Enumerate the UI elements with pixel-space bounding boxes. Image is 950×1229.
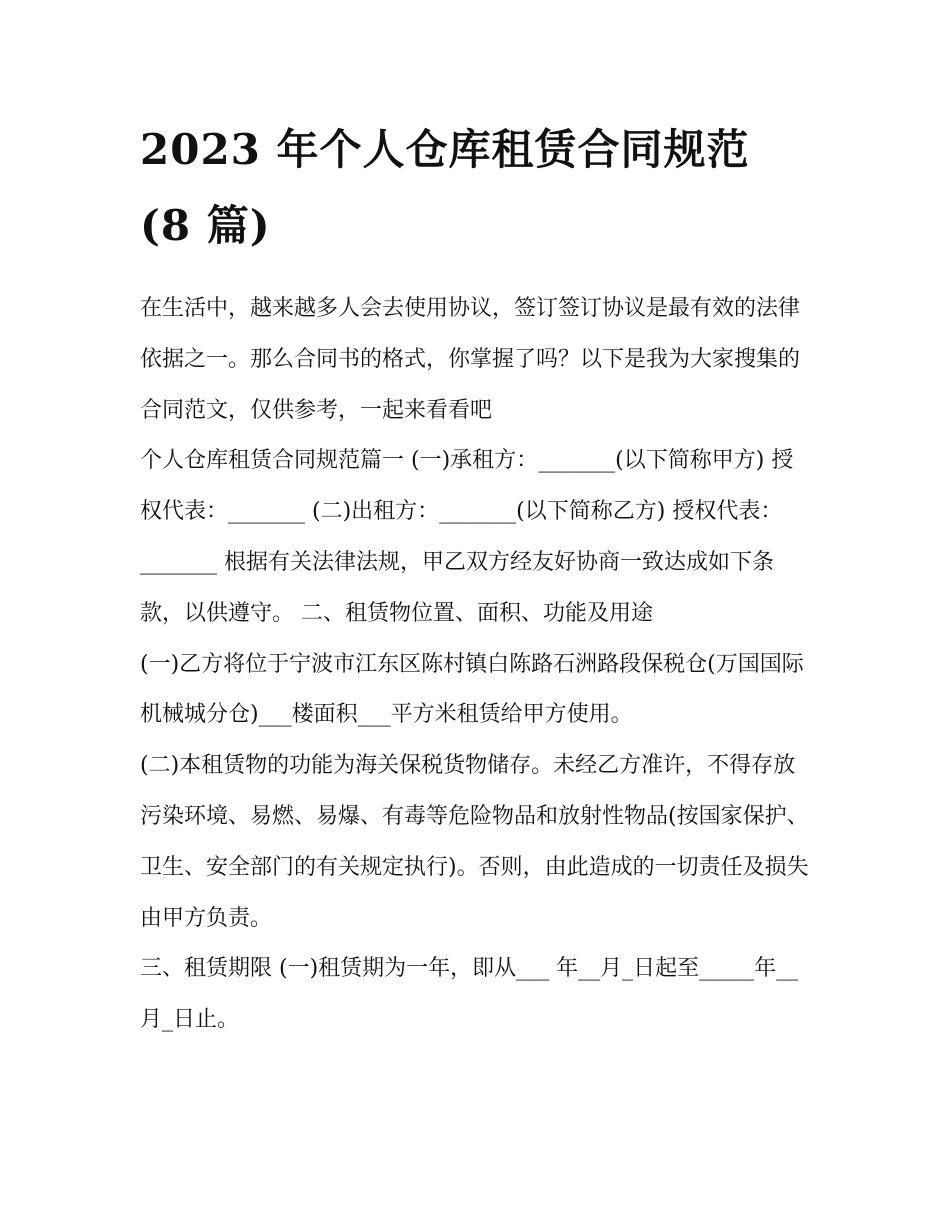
document-body: [140, 284, 812, 1046]
title-line-2: (8 篇): [140, 201, 271, 250]
lease-location-paragraph: (一)乙方将位于宁波市江东区陈村镇白陈路石洲路段保税仓(万国国际机械城分仓)___楼面积___平方米租赁给甲方使用。: [140, 651, 804, 728]
contract-parties-paragraph: 个人仓库租赁合同规范篇一 (一)承租方：_______(以下简称甲方) 授权代表：_______ (二)出租方：_______(以下简称乙方) 授权代表：_______ 根据有关法律法规，甲乙双方经友好协商一致达成如下条款，以供遵守。 二、租赁物位置、面积、功能及用途: [140, 448, 794, 626]
document-title: [140, 112, 812, 264]
document-page: [140, 112, 812, 1046]
title-line-1: 2023 年个人仓库租赁合同规范: [140, 125, 750, 174]
lease-usage-paragraph: (二)本租赁物的功能为海关保税货物储存。未经乙方准许，不得存放污染环境、易燃、易爆、有毒等危险物品和放射性物品(按国家保护、卫生、安全部门的有关规定执行)。否则，由此造成的一切责任及损失由甲方负责。: [140, 753, 809, 931]
lease-term-paragraph: 三、租赁期限 (一)租赁期为一年，即从___ 年__月_日起至_____年__月_日止。: [140, 956, 799, 1033]
intro-paragraph: 在生活中，越来越多人会去使用协议，签订签订协议是最有效的法律依据之一。那么合同书的格式，你掌握了吗？以下是我为大家搜集的合同范文，仅供参考，一起来看看吧: [140, 296, 801, 423]
